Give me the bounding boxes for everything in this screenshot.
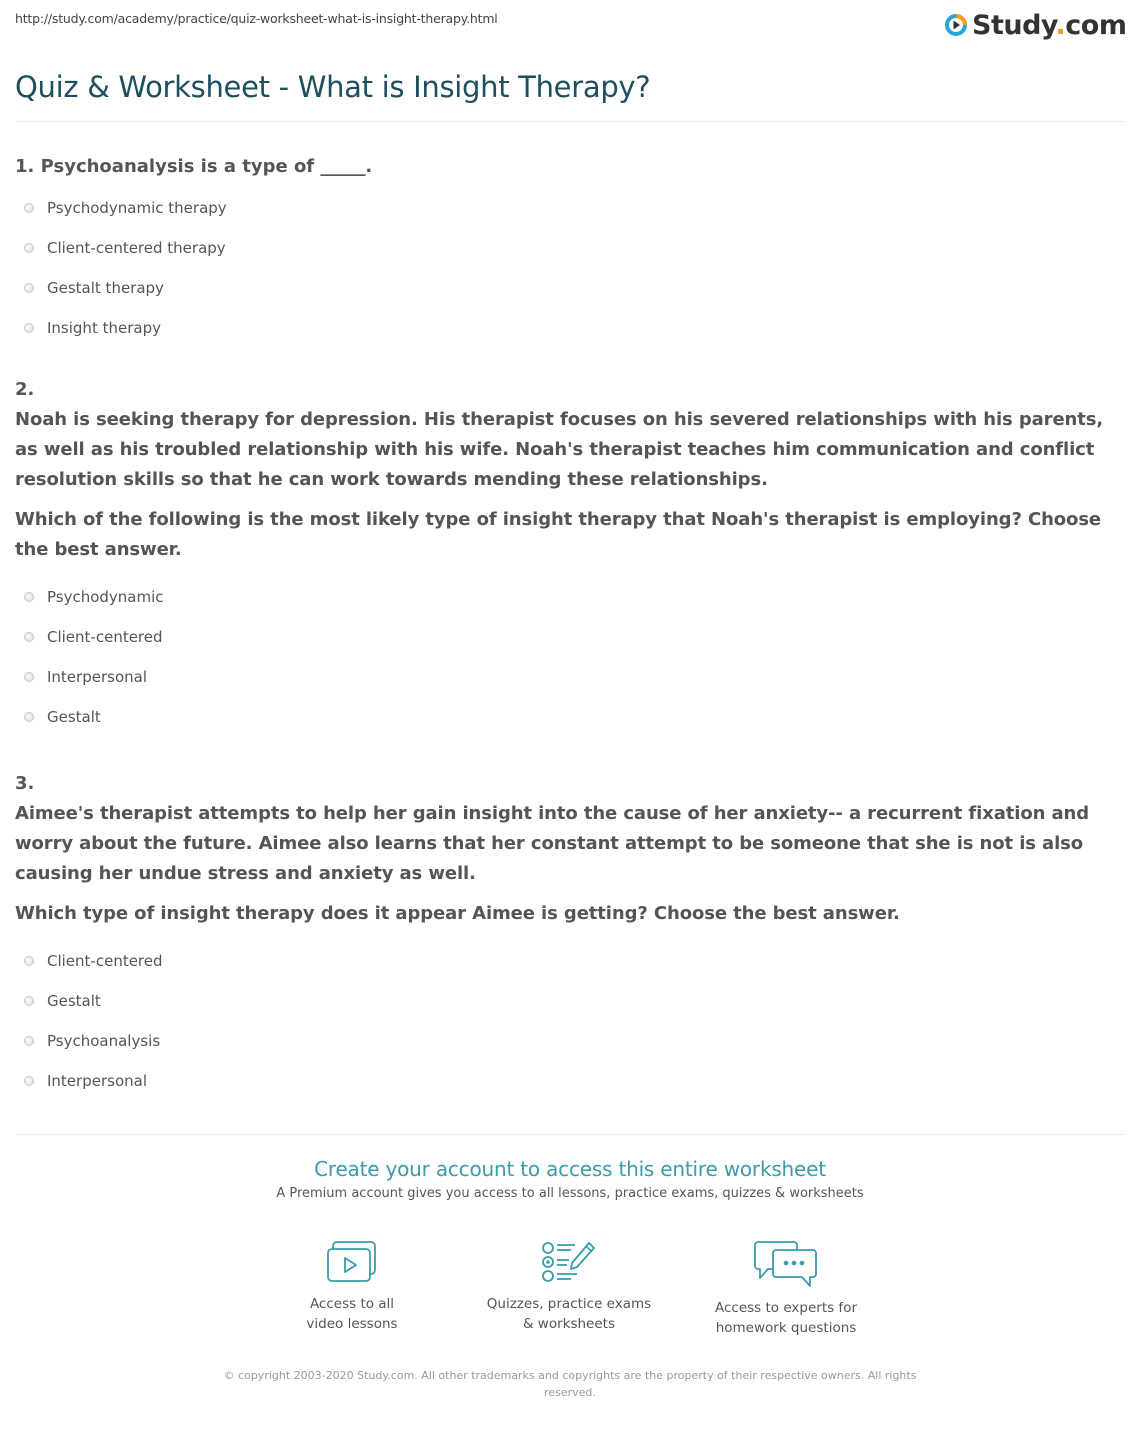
- question-number: 3.: [15, 773, 35, 794]
- option-label: Gestalt: [47, 708, 101, 726]
- answer-option[interactable]: [15, 617, 1127, 657]
- play-ring-icon: [944, 13, 968, 37]
- radio-button[interactable]: [24, 632, 34, 642]
- question-prompt: Which type of insight therapy does it appear Aimee is getting? Choose the best answer.: [15, 903, 900, 924]
- question-1: [15, 152, 1127, 348]
- content-divider: [15, 1134, 1125, 1135]
- answer-option[interactable]: [15, 941, 1127, 981]
- feature-label-line1: Access to experts for: [714, 1300, 857, 1316]
- answer-option[interactable]: [15, 657, 1127, 697]
- radio-button[interactable]: [24, 1036, 34, 1046]
- copyright-line2: reserved.: [544, 1386, 596, 1399]
- question-text: Noah is seeking therapy for depression. His therapist focuses on his severed relationships with his parents, as well as his troubled relationship with his wife. Noah's therapist teaches him communication and conflict resolution skills so that he can work towards mending these relationships.: [15, 409, 1104, 490]
- feature-video-lessons: [252, 1240, 452, 1334]
- study-com-logo[interactable]: [944, 8, 1127, 42]
- option-label: Psychodynamic therapy: [47, 199, 227, 217]
- option-label: Client-centered: [47, 628, 163, 646]
- chat-experts-icon: [754, 1240, 818, 1288]
- question-title: 1. Psychoanalysis is a type of _____.: [15, 156, 373, 177]
- answer-options: [15, 577, 1127, 737]
- logo-text: [972, 10, 1127, 41]
- feature-label-line1: Access to all: [309, 1296, 395, 1312]
- radio-button[interactable]: [24, 323, 34, 333]
- answer-options: [15, 188, 1127, 348]
- title-divider: [15, 121, 1125, 122]
- logo-dot: .: [1055, 9, 1066, 41]
- video-lessons-icon: [326, 1240, 378, 1284]
- option-label: Psychodynamic: [47, 588, 164, 606]
- quiz-worksheet-icon: [541, 1240, 597, 1284]
- answer-option[interactable]: [15, 188, 1127, 228]
- answer-option[interactable]: [15, 1061, 1127, 1101]
- radio-button[interactable]: [24, 243, 34, 253]
- option-label: Interpersonal: [47, 1072, 147, 1090]
- option-label: Client-centered therapy: [47, 239, 226, 257]
- option-label: Gestalt therapy: [47, 279, 164, 297]
- page-title: Quiz & Worksheet - What is Insight Therapy?: [15, 70, 651, 104]
- question-number: 2.: [15, 379, 35, 400]
- feature-label-line2: video lessons: [306, 1316, 398, 1332]
- page-url: http://study.com/academy/practice/quiz-worksheet-what-is-insight-therapy.html: [15, 11, 498, 26]
- feature-label-line2: & worksheets: [522, 1316, 615, 1332]
- radio-button[interactable]: [24, 1076, 34, 1086]
- answer-option[interactable]: [15, 697, 1127, 737]
- cta-subtitle: A Premium account gives you access to all lessons, practice exams, quizzes & worksheets: [276, 1186, 864, 1201]
- feature-label-line1: Quizzes, practice exams: [486, 1296, 652, 1312]
- feature-experts: [686, 1240, 886, 1338]
- answer-option[interactable]: [15, 308, 1127, 348]
- feature-label: [686, 1298, 886, 1338]
- feature-quizzes: [469, 1240, 669, 1334]
- option-label: Interpersonal: [47, 668, 147, 686]
- cta-title[interactable]: Create your account to access this entire worksheet: [314, 1157, 826, 1181]
- question-3: [15, 769, 1127, 1101]
- copyright-notice: [200, 1367, 940, 1401]
- radio-button[interactable]: [24, 203, 34, 213]
- answer-option[interactable]: [15, 981, 1127, 1021]
- answer-option[interactable]: [15, 268, 1127, 308]
- radio-button[interactable]: [24, 283, 34, 293]
- answer-option[interactable]: [15, 228, 1127, 268]
- answer-options: [15, 941, 1127, 1101]
- logo-text-main: Study: [972, 9, 1056, 41]
- radio-button[interactable]: [24, 672, 34, 682]
- radio-button[interactable]: [24, 996, 34, 1006]
- question-2: [15, 375, 1127, 737]
- radio-button[interactable]: [24, 592, 34, 602]
- question-prompt: Which of the following is the most likely type of insight therapy that Noah's therapist is employing? Choose the best answer.: [15, 509, 1102, 560]
- option-label: Client-centered: [47, 952, 163, 970]
- signup-cta: [0, 1157, 1140, 1201]
- radio-button[interactable]: [24, 712, 34, 722]
- feature-label: [252, 1294, 452, 1334]
- option-label: Gestalt: [47, 992, 101, 1010]
- feature-label: [469, 1294, 669, 1334]
- answer-option[interactable]: [15, 577, 1127, 617]
- logo-tld: com: [1065, 9, 1127, 41]
- option-label: Psychoanalysis: [47, 1032, 161, 1050]
- radio-button[interactable]: [24, 956, 34, 966]
- feature-label-line2: homework questions: [715, 1320, 857, 1336]
- answer-option[interactable]: [15, 1021, 1127, 1061]
- question-text: Aimee's therapist attempts to help her gain insight into the cause of her anxiety-- a recurrent fixation and worry about the future. Aimee also learns that her constant attempt to be someone that she is not is also causing her undue stress and anxiety as well.: [15, 803, 1090, 884]
- copyright-line1: © copyright 2003-2020 Study.com. All other trademarks and copyrights are the property of their respective owners. All rights: [223, 1369, 917, 1382]
- option-label: Insight therapy: [47, 319, 161, 337]
